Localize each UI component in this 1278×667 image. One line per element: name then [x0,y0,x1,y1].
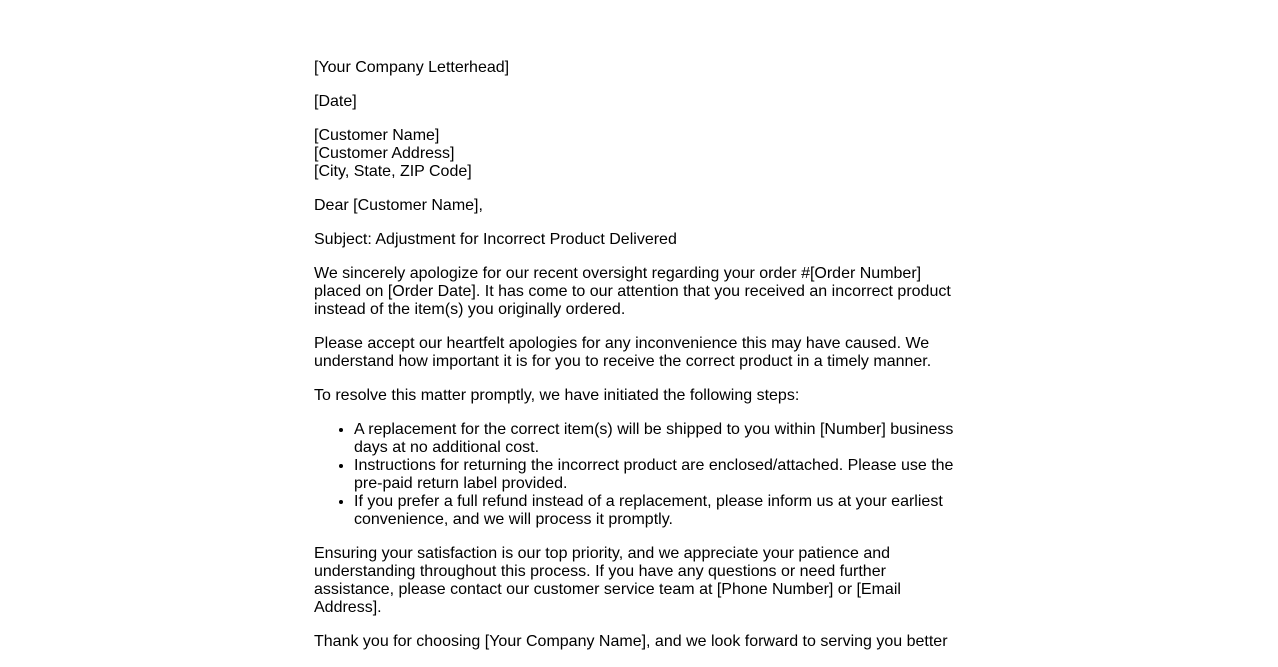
list-item: • A replacement for the correct item(s) will be shipped to you within [Number] business days at no additional cost. [354,421,956,457]
body-paragraph-apology: We sincerely apologize for our recent oversight regarding your order #[Order Number] placed on [Order Date]. It has come to our attention that you received an incorrect product instead of the item(s) you originally ordered. [314,265,951,318]
body-paragraph-thank-you: Thank you for choosing [Your Company Name], and we look forward to serving you better [314,633,948,650]
body-paragraph-inconvenience: Please accept our heartfelt apologies for any inconvenience this may have caused. We understand how important it is for you to receive the correct product in a timely manner. [314,335,932,370]
recipient-city-state-zip: [City, State, ZIP Code] [314,163,472,180]
recipient-block [314,127,956,181]
resolution-steps-list [314,421,956,529]
recipient-name: [Customer Name] [314,127,440,144]
recipient-address: [Customer Address] [314,145,455,162]
letter-document [314,59,956,667]
letter-date: [Date] [314,93,357,110]
salutation: Dear [Customer Name], [314,197,483,214]
subject-line: Subject: Adjustment for Incorrect Product Delivered [314,231,677,248]
list-item: • If you prefer a full refund instead of a replacement, please inform us at your earliest convenience, and we will process it promptly. [354,493,956,529]
body-paragraph-satisfaction: Ensuring your satisfaction is our top priority, and we appreciate your patience and understanding throughout this process. If you have any questions or need further assistance, please contact our customer service team at [Phone Number] or [Email Address]. [314,545,901,616]
letterhead: [Your Company Letterhead] [314,59,510,76]
list-item: • Instructions for returning the incorrect product are enclosed/attached. Please use the pre-paid return label provided. [354,457,956,493]
body-paragraph-steps-intro: To resolve this matter promptly, we have initiated the following steps: [314,387,800,404]
